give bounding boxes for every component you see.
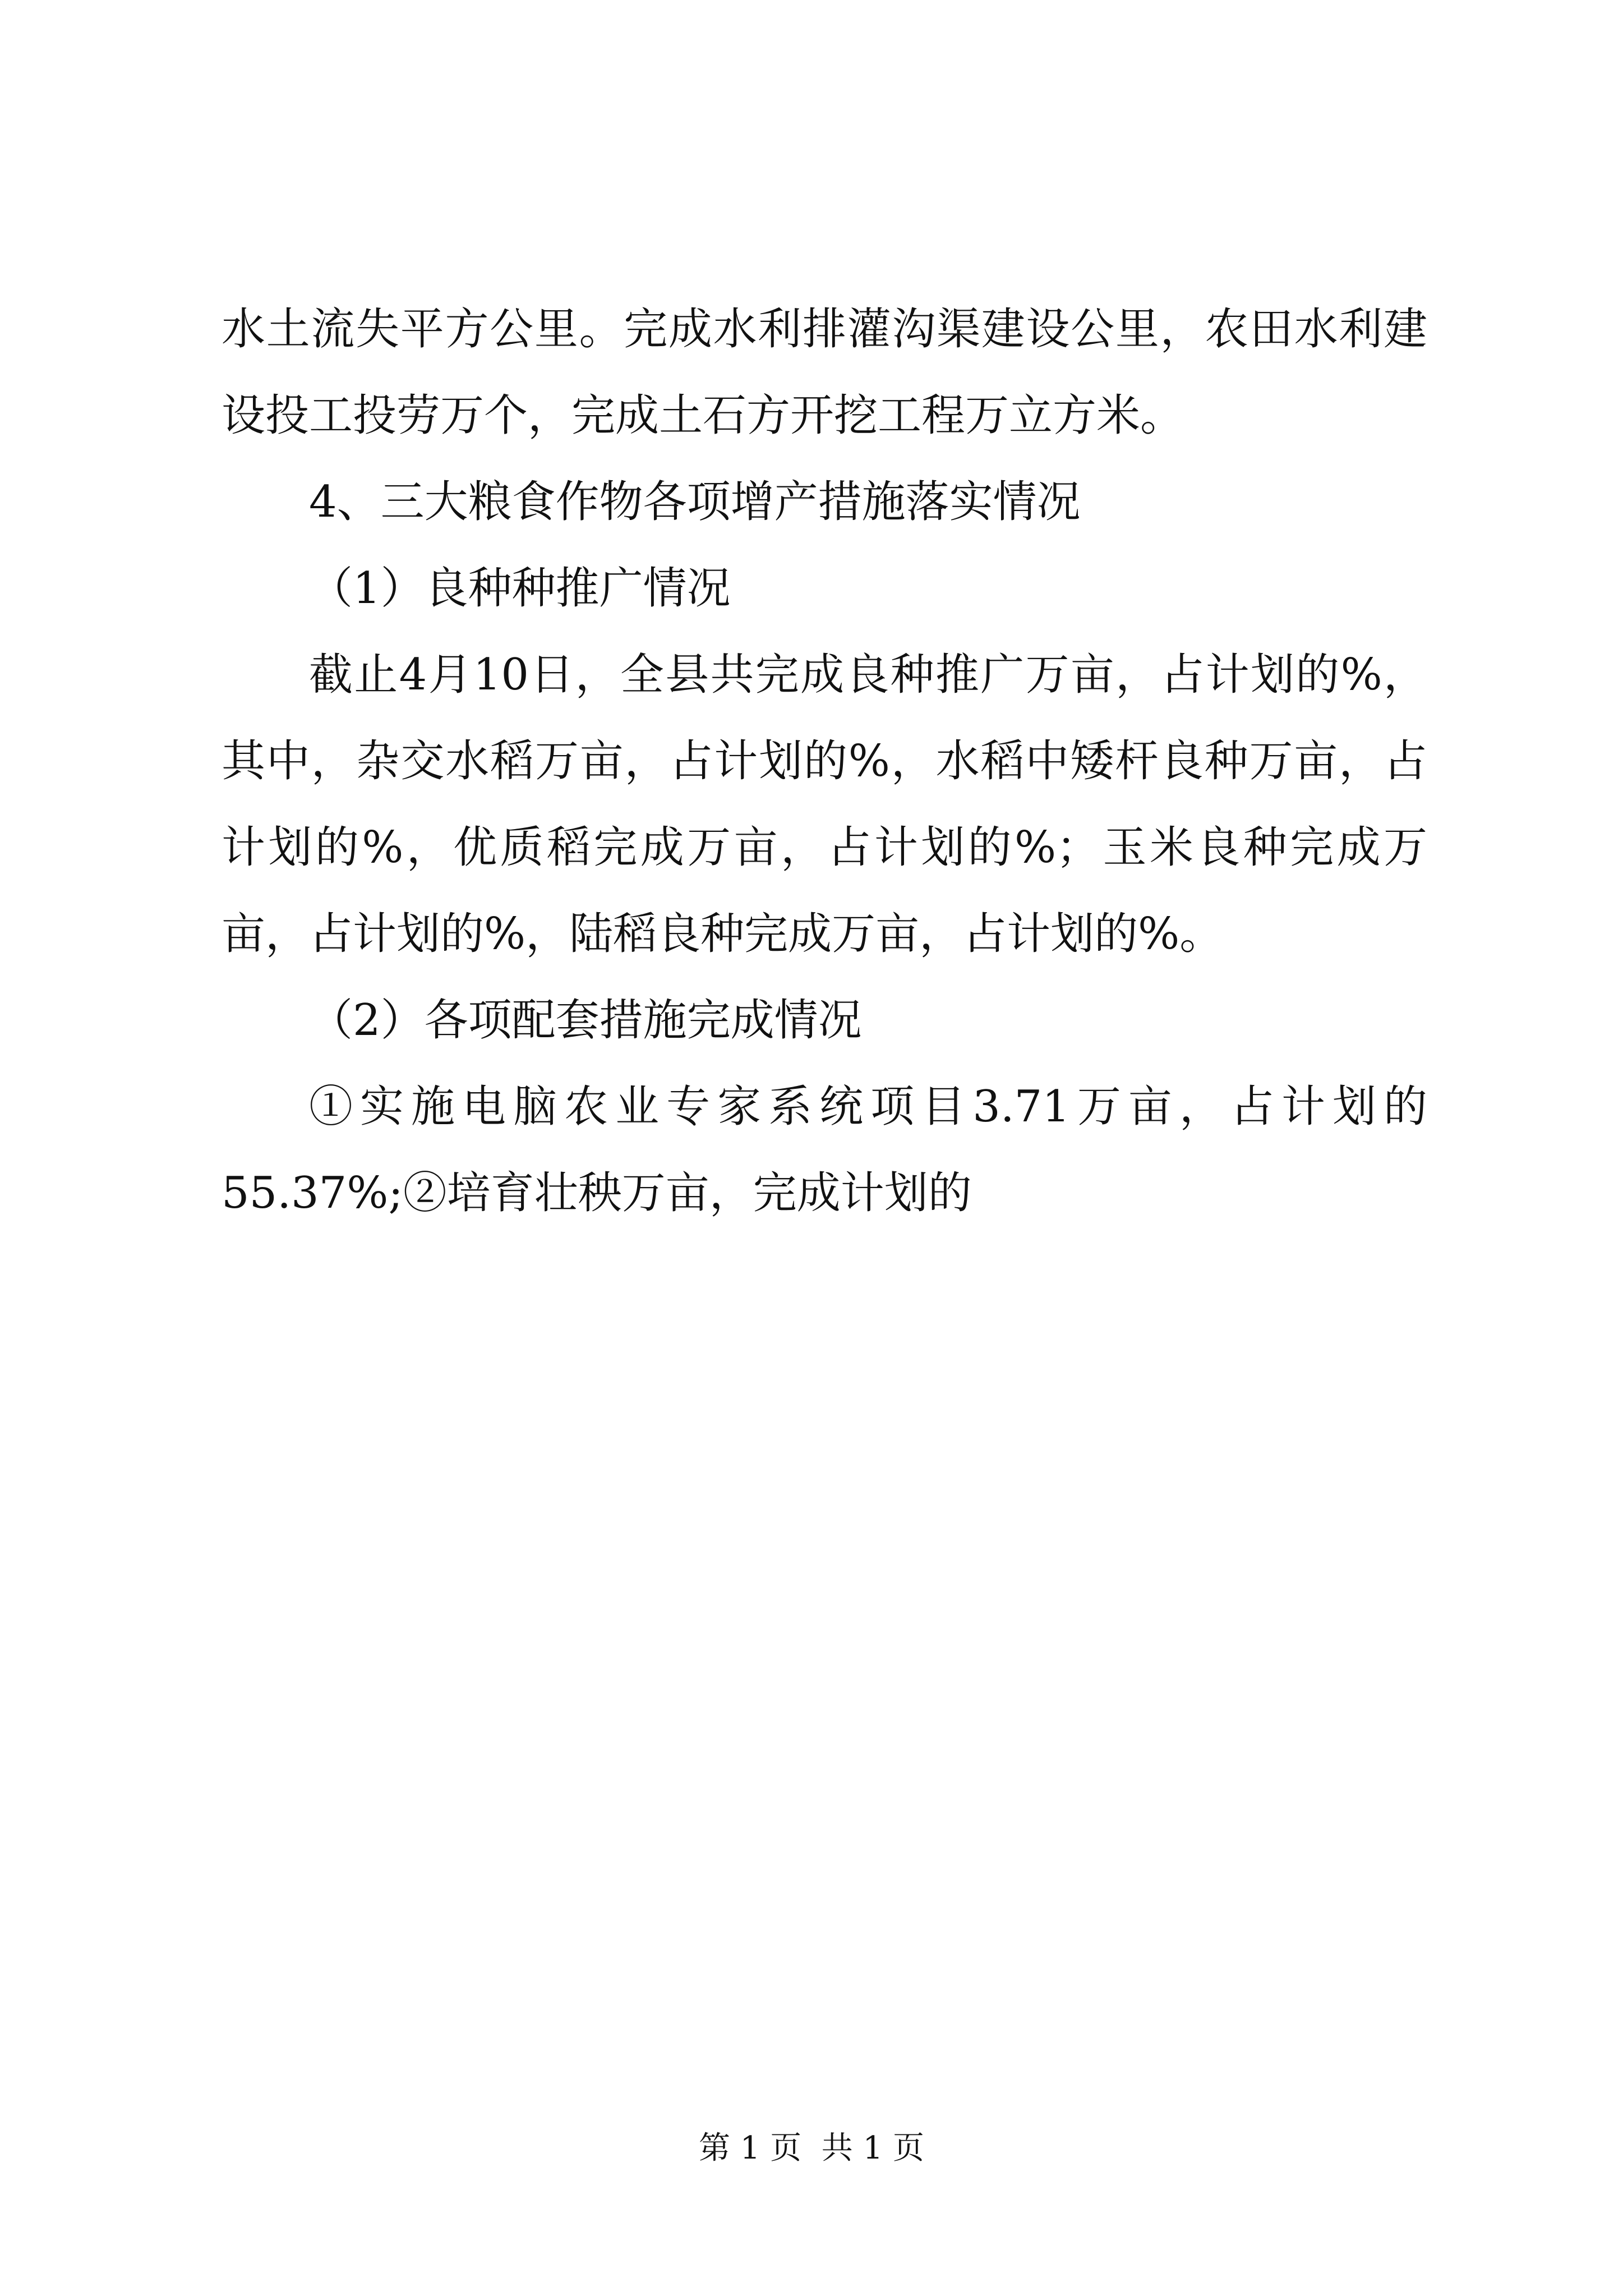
- paragraph-continuation: 水土流失平方公里。完成水利排灌沟渠建设公里，农田水利建设投工投劳万个，完成土石方开挖工程万立方米。: [222, 304, 1427, 441]
- subsection-heading-1: （1）良种种推广情况: [309, 563, 731, 614]
- paragraph-seed-promotion: 截止4月10日，全县共完成良种推广万亩，占计划的%，其中，杂交水稻万亩，占计划的%，水稻中矮杆良种万亩，占计划的%，优质稻完成万亩，占计划的%；玉米良种完成万亩，占计划的%，陆稻良种完成万亩，占计划的%。: [222, 650, 1427, 959]
- section-heading: 4、三大粮食作物各项增产措施落实情况: [309, 477, 1081, 527]
- subsection-heading-2: （2）各项配套措施完成情况: [309, 995, 862, 1046]
- paragraph-supporting-measures: ①实施电脑农业专家系统项目3.71万亩，占计划的55.37%;②培育壮秧万亩，完成计划的: [222, 1082, 1427, 1218]
- page-footer: 第 1 页 共 1 页: [698, 2130, 925, 2166]
- document-body: [222, 286, 1427, 1236]
